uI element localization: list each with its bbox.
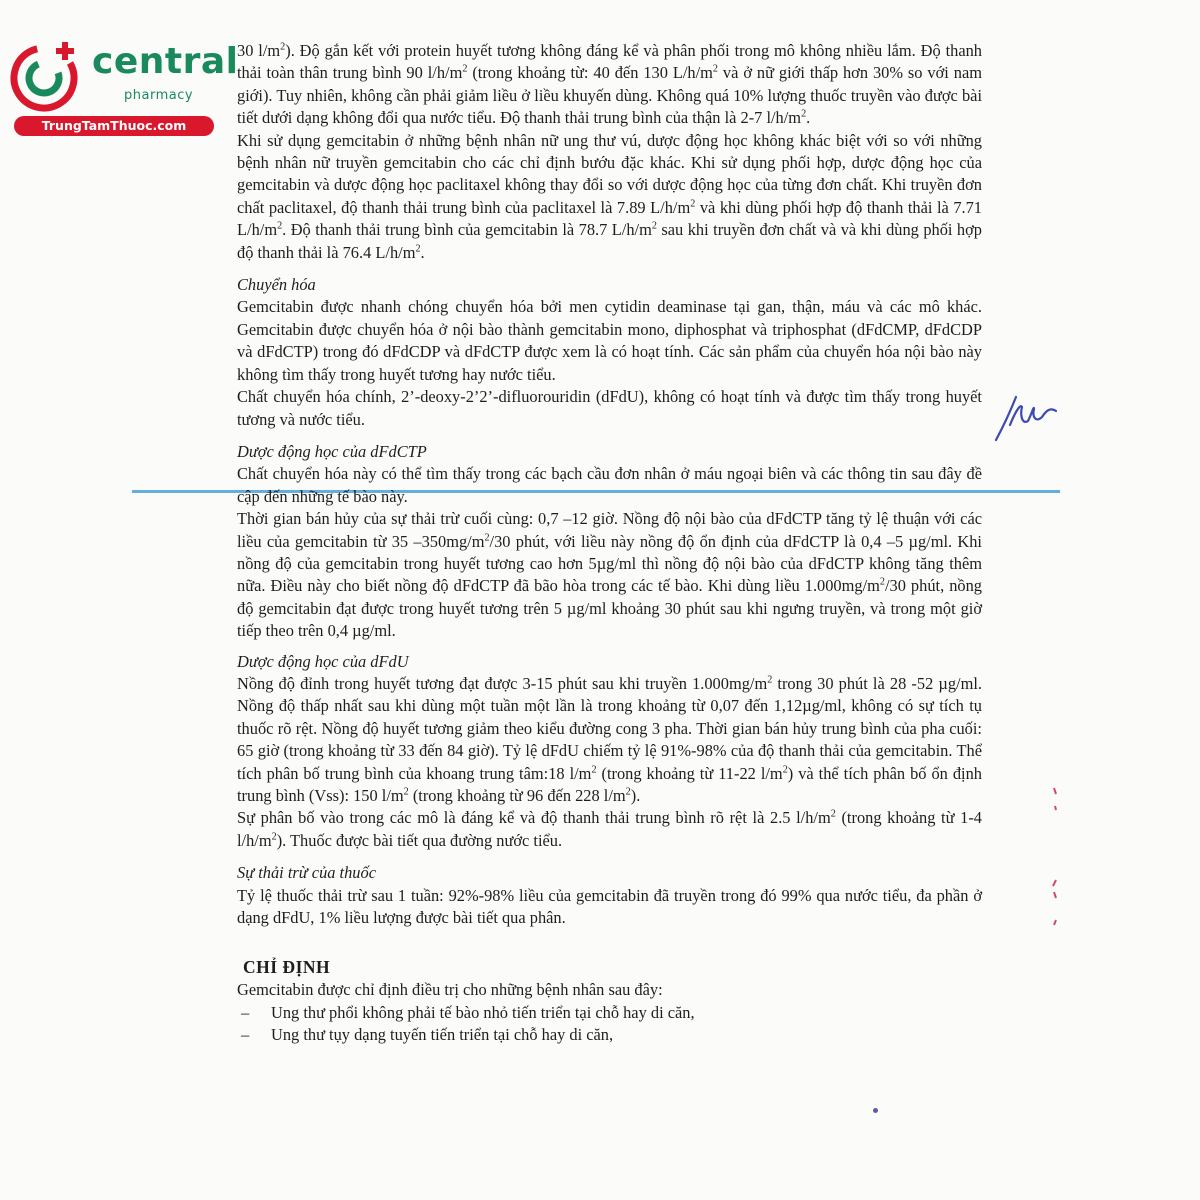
paragraph-dfdu-2: Sự phân bố vào trong các mô là đáng kể và độ thanh thải trung bình rõ rệt là 2.5 $l/h/m^2$ (trong khoảng từ 1-4 $l/h/m^2$). Thuốc được bài tiết qua đường nước tiểu. <box>237 808 982 850</box>
ink-dot <box>873 1108 878 1113</box>
heading-elimination: Sự thải trừ của thuốc <box>237 863 376 883</box>
edge-red-marks <box>1040 780 1070 940</box>
central-pharmacy-logo-icon <box>8 38 84 114</box>
logo-subtitle: pharmacy <box>124 88 194 103</box>
indications-list <box>237 1002 982 1047</box>
paragraph-breast-cancer: Khi sử dụng gemcitabin ở những bệnh nhân nữ ung thư vú, dược động học không khác biệt với so với những bệnh nhân nữ truyền gemcitabin cho các chỉ định bướu đặc khác. Khi sử dụng phối hợp, dược động học của gemcitabin và dược động học paclitaxel không thay đổi so với dược động học của từng đơn chất. Khi truyền đơn chất paclitaxel, độ thanh thải trung bình của paclitaxel là 7.89 $L/h/m^2$ và khi dùng phối hợp độ thanh thải là 7.71 $L/h/m^2$. Độ thanh thải trung bình của gemcitabin là 78.7 $L/h/m^2$ sau khi truyền đơn chất và và khi dùng phối hợp độ thanh thải là 76.4 $L/h/m^2$. <box>237 130 982 262</box>
heading-dfdu: Dược động học của dFdU <box>237 651 409 671</box>
paragraph-indications-intro: Gemcitabin được chỉ định điều trị cho những bệnh nhân sau đây: <box>237 980 663 1000</box>
paragraph-clearance: 30 $l/m^2$). Độ gắn kết với protein huyết tương không đáng kể và phân phối trong mô không nhiều lắm. Độ thanh thải toàn thân trung bình 90 $l/h/m^2$ (trong khoảng từ: 40 đến 130 $L/h/m^2$ và ở nữ giới thấp hơn 30% so với nam giới). Tuy nhiên, không cần phải giảm liều ở liều khuyến dùng. Không quá 10% lượng thuốc truyền vào được bài tiết dưới dạng không đổi qua nước tiểu. Độ thanh thải trung bình của thận là 2-7 $l/h/m^2$. <box>237 41 982 128</box>
paragraph-dfdctp-1: Chất chuyển hóa này có thể tìm thấy trong các bạch cầu đơn nhân ở máu ngoại biên và các thông tin sau đây đề cập đến những tế bào này. <box>237 464 982 506</box>
paragraph-metabolism-2: Chất chuyển hóa chính, 2’-deoxy-2’2’-difluorouridin (dFdU), không có hoạt tính và được tìm thấy trong huyết tương và nước tiểu. <box>237 387 982 429</box>
list-item: – Ung thư phổi không phải tế bào nhỏ tiến triển tại chỗ hay di căn, <box>237 1002 982 1024</box>
brand-logo[interactable] <box>8 34 239 138</box>
list-item: – Ung thư tụy dạng tuyến tiến triển tại chỗ hay di căn, <box>237 1024 982 1046</box>
paragraph-elimination: Tỷ lệ thuốc thải trừ sau 1 tuần: 92%-98% liều của gemcitabin đã truyền trong đó 99% qua nước tiểu, đa phần ở dạng dFdU, 1% liều lượng được bài tiết qua phân. <box>237 885 982 928</box>
section-title-indications: CHỈ ĐỊNH <box>243 957 331 978</box>
paragraph-metabolism-1: Gemcitabin được nhanh chóng chuyển hóa bởi men cytidin deaminase tại gan, thận, máu và các mô khác. Gemcitabin được chuyển hóa ở nội bào thành gemcitabin mono, diphosphat và triphosphat (dFdCMP, dFdCDP và dFdCTP) trong đó dFdCDP và dFdCTP được xem là có hoạt tính. Các sản phẩm của chuyển hóa nội bào này không tìm thấy trong huyết tương hay nước tiểu. <box>237 297 982 384</box>
heading-metabolism: Chuyển hóa <box>237 275 316 295</box>
paragraph-dfdctp-2: Thời gian bán hủy của sự thải trừ cuối cùng: 0,7 –12 giờ. Nồng độ nội bào của dFdCTP tăng tỷ lệ thuận với các liều của gemcitabin từ 35 $-350mg/m^2/30$ phút, với liều này nồng độ ổn định của dFdCTP là 0,4 –5 µg/ml. Khi nồng độ của gemcitabin trong huyết tương cao hơn 5µg/ml thì nồng độ nội bào của dFdCTP không tăng thêm nữa. Điều này cho biết nồng độ dFdCTP đã bão hòa trong các tế bào. Khi dùng liều $1.000mg/m^2/30$ phút, nồng độ gemcitabin đạt được trong huyết tương trên 5 µg/ml khoảng 30 phút sau khi ngưng truyền, và trong một giờ tiếp theo trên 0,4 µg/ml. <box>237 509 982 641</box>
document-body <box>237 40 982 1047</box>
paragraph-dfdu-1: Nồng độ đỉnh trong huyết tương đạt được 3-15 phút sau khi truyền $1.000mg/m^2$ trong 30 phút là 28 -52 µg/ml. Nồng độ thấp nhất sau khi dùng một tuần một lần là trong khoảng từ 0,07 đến 1,12µg/ml, không có sự tích tụ thuốc rõ rệt. Nồng độ huyết tương giảm theo kiểu đường cong 3 pha. Thời gian bán hủy trung bình của pha cuối: 65 giờ (trong khoảng từ 33 đến 84 giờ). Tỷ lệ dFdU chiếm tỷ lệ 91%-98% của độ thanh thải của gemcitabin. Thể tích phân bố trung bình của khoang trung tâm:18 $l/m^2$ (trong khoảng từ 11-22 $l/m^2$) và thể tích phân bố ổn định trung bình (Vss): 150 $l/m^2$ (trong khoảng từ 96 đến 228 $l/m^2$). <box>237 673 982 805</box>
logo-name: central <box>92 41 239 82</box>
signature-mark <box>990 385 1070 445</box>
heading-dfdctp: Dược động học của dFdCTP <box>237 441 427 461</box>
logo-url: TrungTamThuoc.com <box>14 116 214 136</box>
